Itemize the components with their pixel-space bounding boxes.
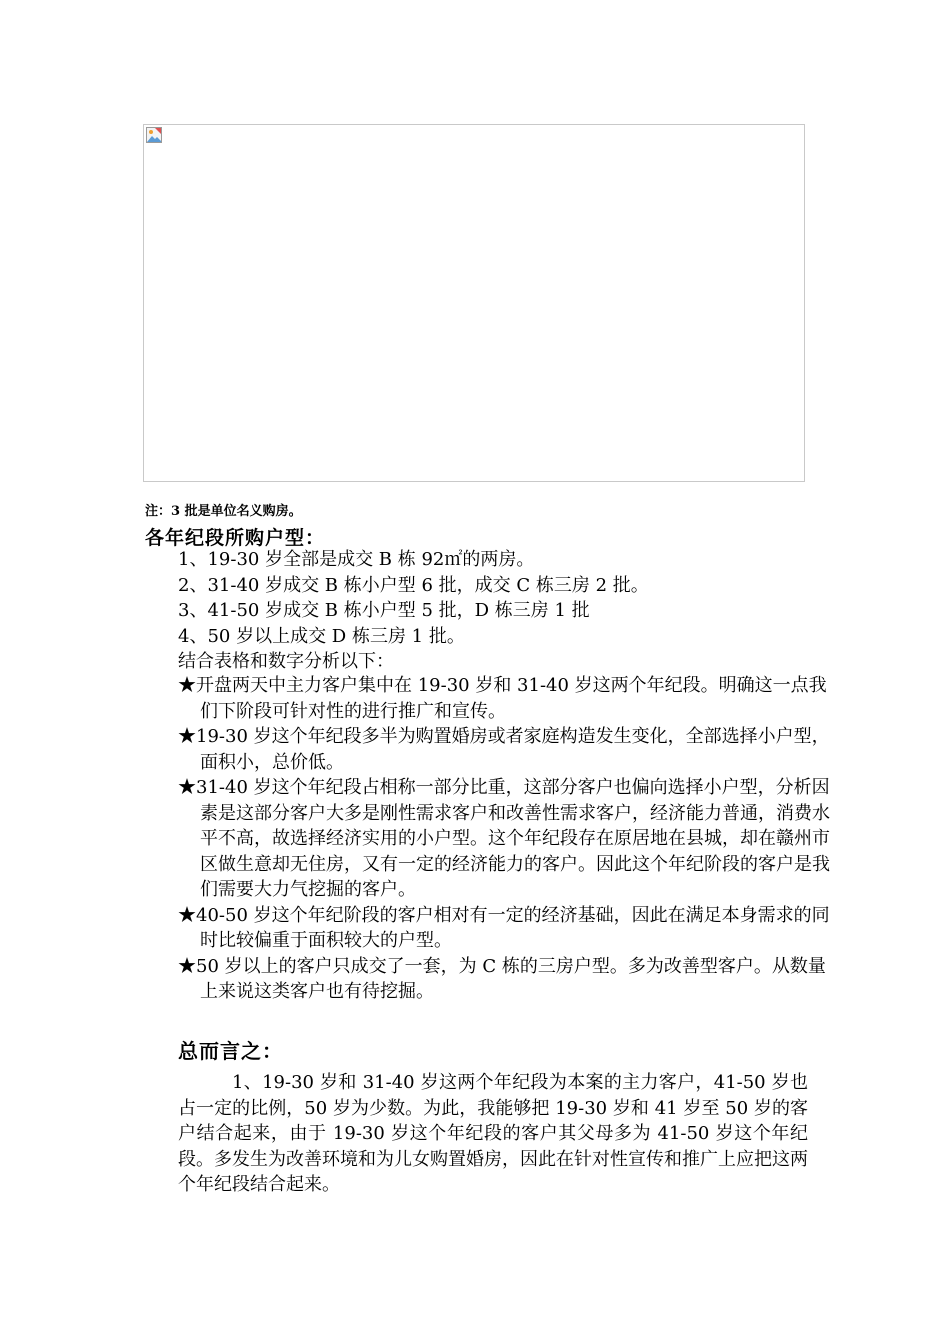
analysis-point: ★40-50 岁这个年纪阶段的客户相对有一定的经济基础，因此在满足本身需求的同时比较偏重于面积较大的户型。	[178, 904, 830, 951]
analysis-point: ★31-40 岁这个年纪段占相称一部分比重，这部分客户也偏向选择小户型，分析因素是这部分客户大多是刚性需求客户和改善性需求客户，经济能力普通，消费水平不高，故选择经济实用的小户型。这个年纪段存在原居地在县城，却在赣州市区做生意却无住房，又有一定的经济能力的客户。因此这个年纪阶段的客户是我们需要大力气挖掘的客户。	[178, 777, 830, 900]
summary-paragraph: 1、19-30 岁和 31-40 岁这两个年纪段为本案的主力客户，41-50 岁也占一定的比例，50 岁为少数。为此，我能够把 19-30 岁和 41 岁至 50 岁的客户结合起来，由于 19-30 岁这个年纪段的客户其父母多为 41-50 岁这个年纪段。多发生为改善环境和为儿女购置婚房，因此在针对性宣传和推广上应把这两个年纪段结合起来。	[178, 1072, 808, 1195]
note-text: 注：3 批是单位名义购房。	[145, 504, 302, 519]
list-item: 3、41-50 岁成交 B 栋小户型 5 批，D 栋三房 1 批	[178, 600, 590, 621]
section-heading: 各年纪段所购户型：	[145, 527, 326, 549]
image-placeholder	[143, 124, 805, 482]
broken-image-icon	[146, 127, 162, 143]
analysis-point: ★50 岁以上的客户只成交了一套，为 C 栋的三房户型。多为改善型客户。从数量上来说这类客户也有待挖掘。	[178, 955, 826, 1002]
purchase-list	[178, 547, 818, 675]
list-item: 1、19-30 岁全部是成交 B 栋 92㎡的两房。	[178, 549, 535, 570]
analysis-point: ★开盘两天中主力客户集中在 19-30 岁和 31-40 岁这两个年纪段。明确这一点我们下阶段可针对性的进行推广和宣传。	[178, 675, 827, 722]
list-item: 2、31-40 岁成交 B 栋小户型 6 批，成交 C 栋三房 2 批。	[178, 574, 649, 596]
analysis-intro: 结合表格和数字分析以下：	[178, 651, 394, 672]
summary-heading: 总而言之：	[178, 1039, 283, 1063]
list-item: 4、50 岁以上成交 D 栋三房 1 批。	[178, 625, 465, 647]
analysis-points	[178, 673, 830, 1005]
analysis-point: ★19-30 岁这个年纪段多半为购置婚房或者家庭构造发生变化，全部选择小户型，面积小，总价低。	[178, 726, 830, 773]
